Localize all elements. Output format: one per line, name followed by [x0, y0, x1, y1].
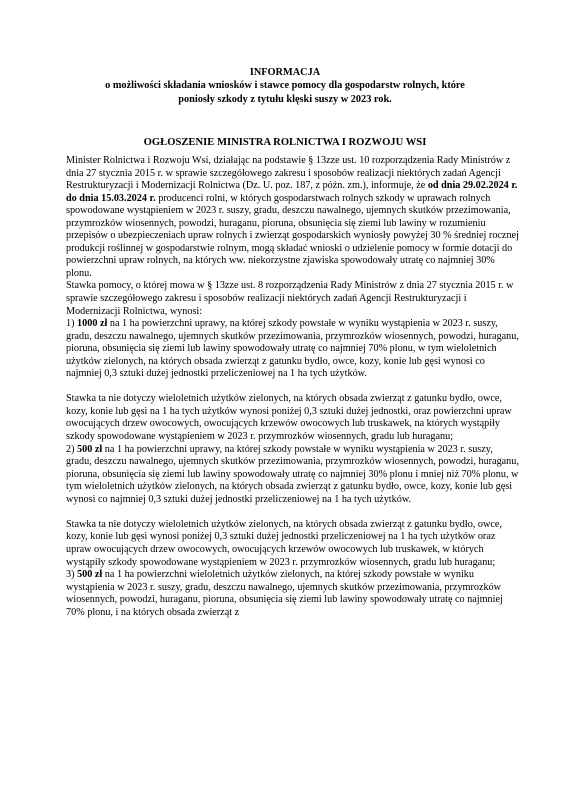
- document-subtitle-line-1: o możliwości składania wniosków i stawce pomocy dla gospodarstw rolnych, które: [105, 80, 465, 92]
- rate-item-2-amount: 500 zł: [77, 443, 103, 455]
- rate-item-3-amount: 500 zł: [77, 569, 103, 581]
- rate-note-2: Stawka ta nie dotyczy wieloletnich użytków zielonych, na których obsada zwierząt z gatunku bydło, owce, kozy, konie lub gęsi wynosi poniżej 0,3 sztuki dużej jednostki przeliczeniowej na 1 ha tych użytków oraz upraw owocujących drzew owocowych, owocujących krzewów owocowych lub truskawek, w których wystąpiły szkody spowodowane wystąpieniem w 2023 r. przymrozków wiosennych, gradu lub huraganu;: [66, 518, 502, 568]
- document-subtitle-line-2: poniosły szkody z tytułu klęski suszy w 2023 rok.: [178, 93, 392, 105]
- announcement-heading: OGŁOSZENIE MINISTRA ROLNICTWA I ROZWOJU WSI: [143, 137, 427, 148]
- document-body: [66, 155, 521, 619]
- rate-note-1: Stawka ta nie dotyczy wieloletnich użytków zielonych, na których obsada zwierząt z gatunku bydło, owce, kozy, konie lub gęsi na 1 ha tych użytków wynosi poniżej 0,3 sztuki dużej jednostki, oraz powierzchni upraw owocujących drzew owocowych, owocujących krzewów owocowych lub truskawek, na których wystąpiły szkody spowodowane wystąpieniem w 2023 r. przymrozków wiosennych, gradu lub huraganu;: [66, 393, 512, 443]
- rate-item-3-number: 3): [66, 569, 78, 581]
- rate-item-1: [66, 318, 521, 381]
- rate-item-2-number: 2): [66, 443, 78, 455]
- rate-item-2-text: na 1 ha powierzchni uprawy, na której szkody powstałe w wyniku wystąpienia w 2023 r. suszy, gradu, deszczu nawalnego, ujemnych skutków przezimowania, przymrozków wiosennych, powodzi, huraganu, pioruna, obsunięcia się ziemi lub lawiny spowodowały utratę co najmniej 30% plonu i mniej niż 70% plonu, w tym wieloletnich użytków zielonych, na których obsada zwierząt z gatunku bydło, owce, kozy, konie lub gęsi wynosi co najmniej 0,3 sztuki dużej jednostki przeliczeniowej na 1 ha tych użytków.: [66, 443, 519, 505]
- rate-item-3-text: na 1 ha powierzchni wieloletnich użytków zielonych, na której szkody powstałe w wyniku wystąpienia w 2023 r. suszy, gradu, deszczu nawalnego, ujemnych skutków przezimowania, przymrozków wiosennych, powodzi, huraganu, pioruna, obsunięcia się ziemi lub lawiny spowodowały utratę co najmniej 70% plonu, i na których obsada zwierząt z: [66, 569, 503, 618]
- rate-item-1-number: 1): [66, 318, 78, 330]
- paragraph-gap: [66, 381, 521, 394]
- document-header: [60, 66, 510, 106]
- rate-item-2: [66, 444, 521, 507]
- application-dates: od dnia 29.02.2024 r. do dnia 15.03.2024 r.: [66, 180, 518, 204]
- intro-text-1: Minister Rolnictwa i Rozwoju Wsi, działając na podstawie § 13zze ust. 10 rozporządzenia Rady Ministrów z dnia 27 stycznia 2015 r. w sprawie szczegółowego zakresu i sposobów realizacji niektórych zadań Agencji Restrukturyzacji i Modernizacji Rolnictwa (Dz. U. poz. 187, z późn. zm.), informuje, że: [66, 155, 511, 192]
- rate-intro-paragraph: Stawka pomocy, o której mowa w § 13zze ust. 8 rozporządzenia Rady Ministrów z dnia 27 stycznia 2015 r. w sprawie szczegółowego zakresu i sposobów realizacji niektórych zadań Agencji Restrukturyzacji i Modernizacji Rolnictwa, wynosi:: [66, 280, 514, 317]
- rate-item-1-text: na 1 ha powierzchni uprawy, na której szkody powstałe w wyniku wystąpienia w 2023 r. suszy, gradu, deszczu nawalnego, ujemnych skutków przezimowania, przymrozków wiosennych, powodzi, huraganu, pioruna, obsunięcia się ziemi lub lawiny spowodowały utratę co najmniej 70% plonu, w tym wieloletnich użytków zielonych, na których obsada zwierząt z gatunku bydło, owce, kozy, konie lub gęsi wynosi co najmniej 0,3 sztuki dużej jednostki przeliczeniowej na 1 ha tych użytków.: [66, 318, 519, 380]
- rate-item-1-amount: 1000 zł: [77, 318, 108, 330]
- intro-text-2: producenci rolni, w których gospodarstwach rolnych szkody w uprawach rolnych spowodowane wystąpieniem w 2023 r. suszy, gradu, deszczu nawalnego, ujemnych skutków przezimowania, przymrozków wiosennych, powodzi, huraganu, pioruna, obsunięcia się ziemi lub lawiny w rozumieniu przepisów o ubezpieczeniach upraw rolnych i zwierząt gospodarskich wyniosły powyżej 30 % średniej rocznej produkcji roślinnej w gospodarstwie rolnym, mogą składać wnioski o udzielenie pomocy w formie dotacji do powierzchni upraw rolnych, na których ww. niekorzystne zjawiska spowodowały utratę co najmniej 30% plonu.: [66, 192, 519, 279]
- document-title: INFORMACJA: [249, 67, 321, 78]
- intro-paragraph: [66, 155, 521, 280]
- rate-item-3: [66, 569, 521, 619]
- paragraph-gap: [66, 506, 521, 519]
